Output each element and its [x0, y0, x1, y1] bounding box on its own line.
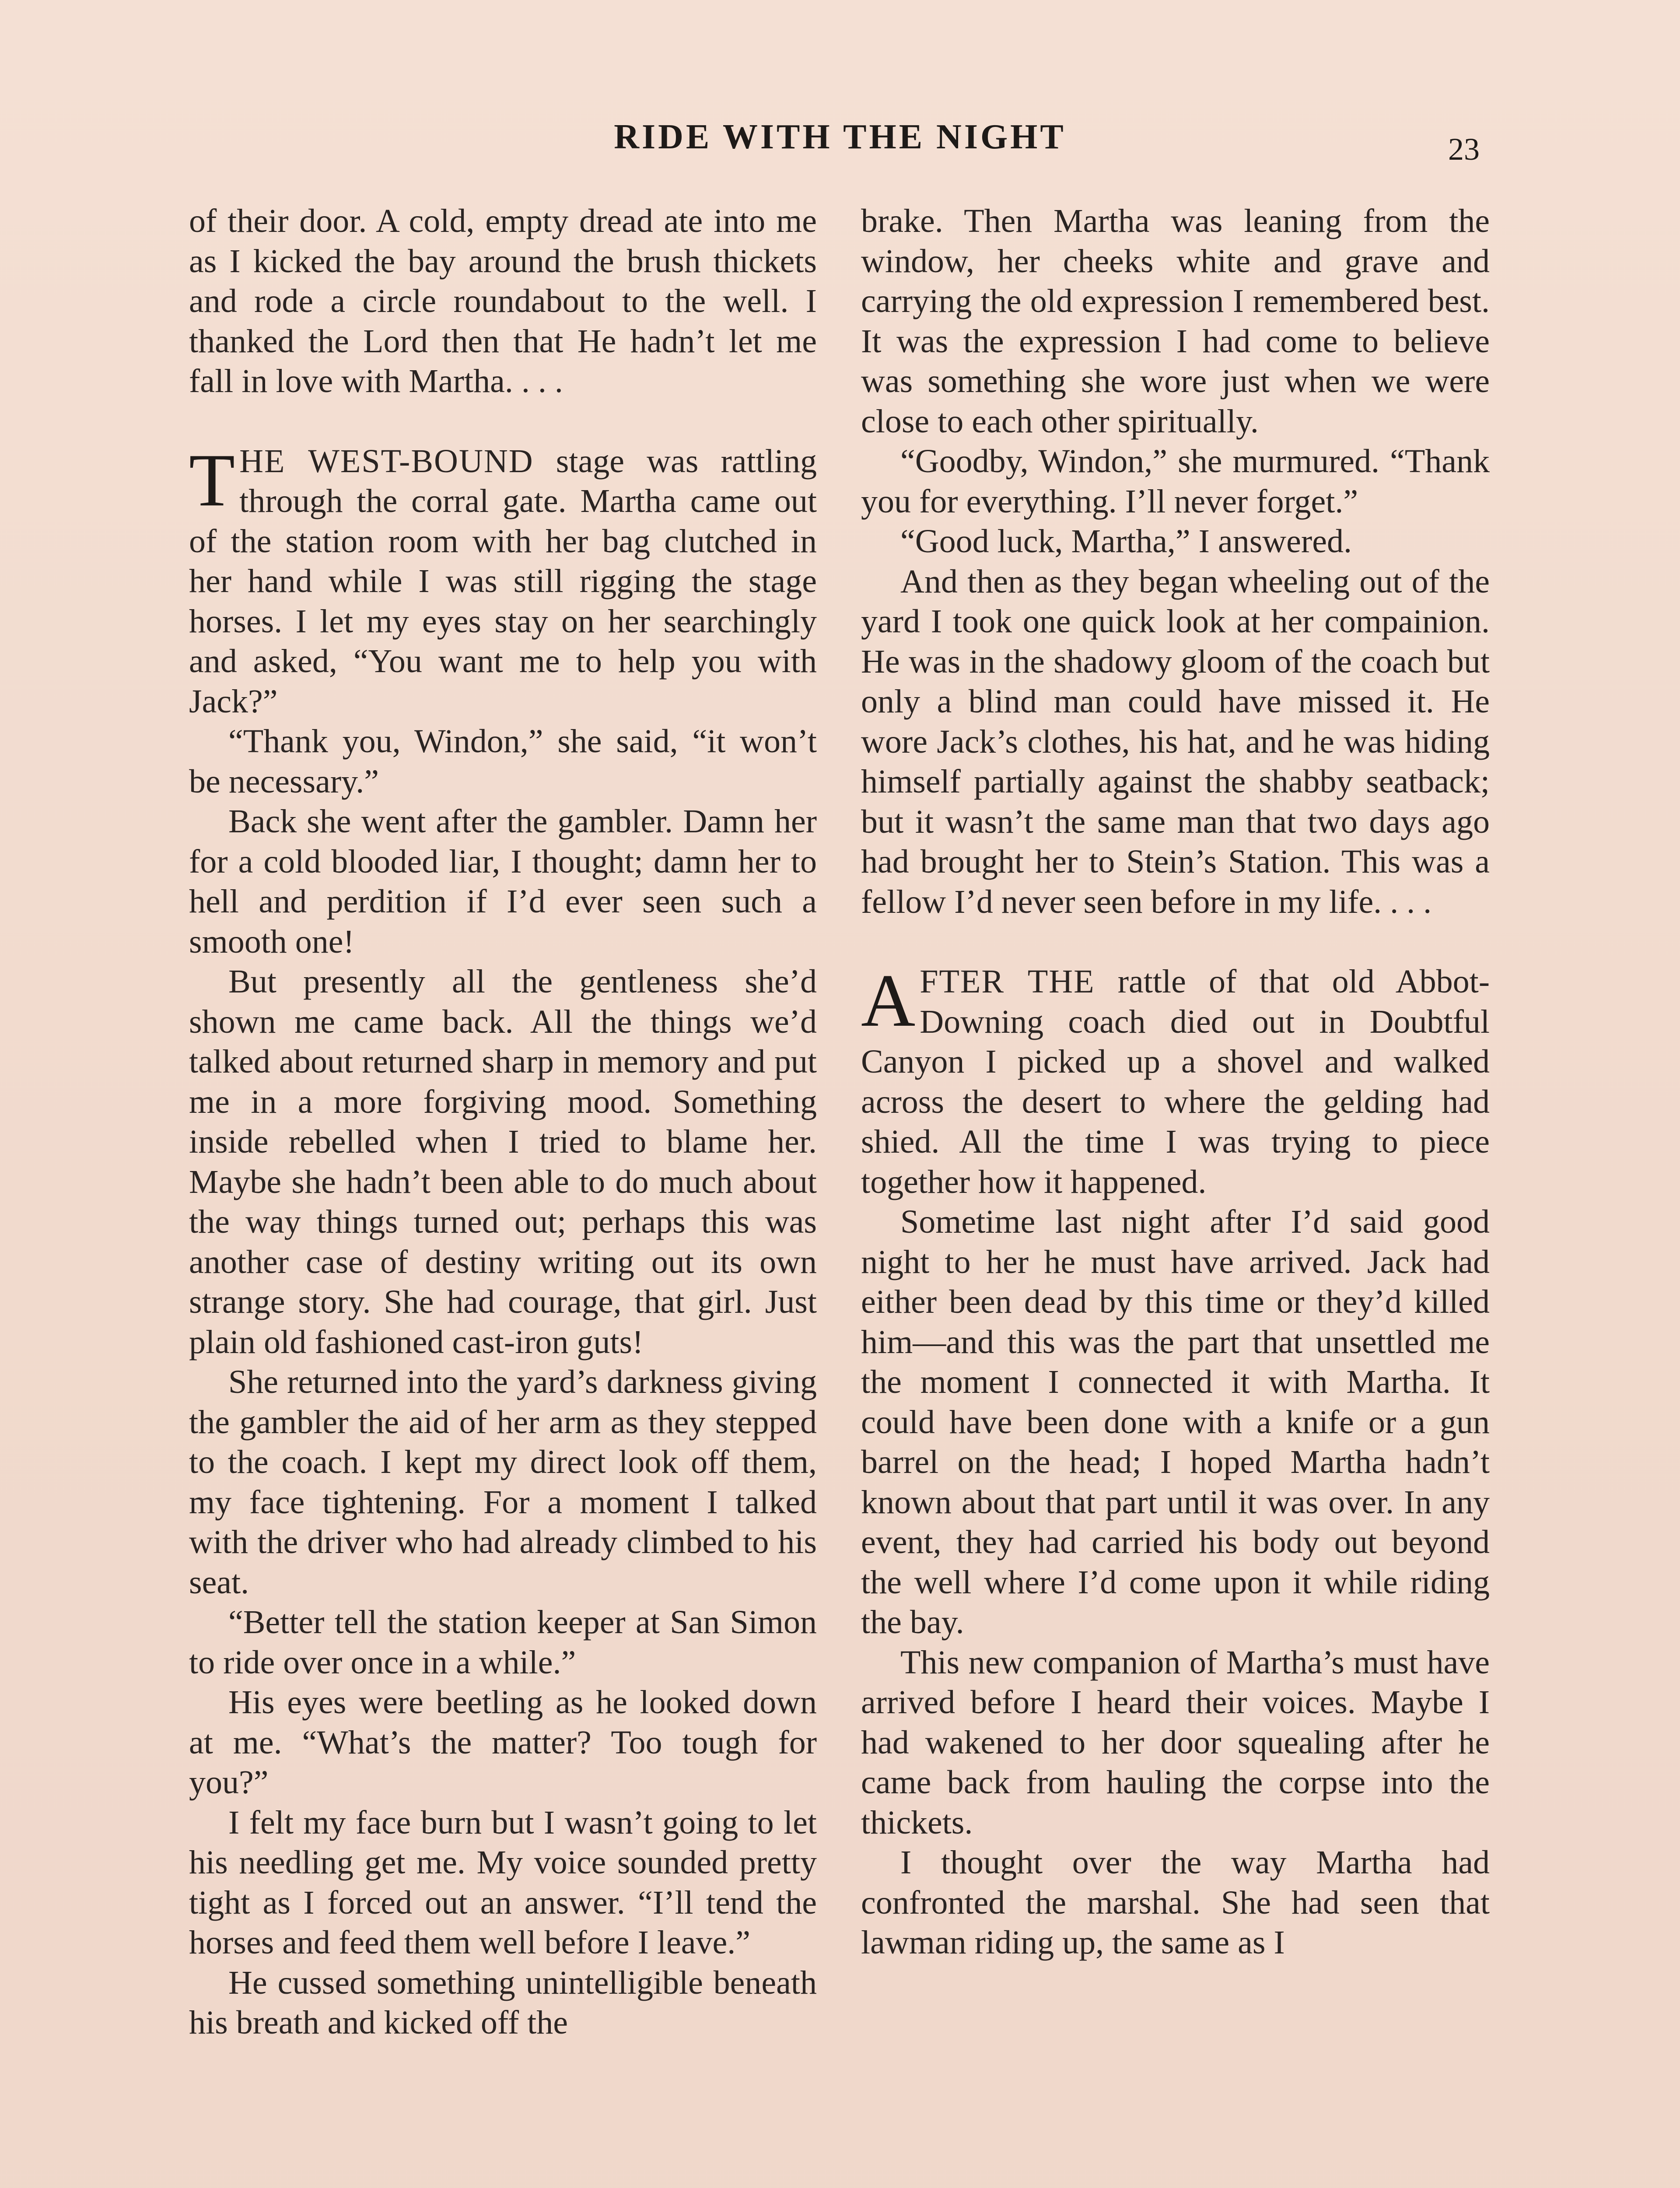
- drop-cap: A: [861, 959, 916, 1042]
- small-caps-lead: HE WEST-BOUND: [239, 442, 534, 480]
- paragraph-text: stage was rattling through the corral gate. Martha came out of the station room with her bag clutched in her hand while I was still rigging the stage horses. I let my eyes stay on her searchingly and asked, “You want me to help you with Jack?”: [189, 442, 817, 720]
- paragraph: I thought over the way Martha had confronted the marshal. She had seen that lawman riding up, the same as I: [861, 1844, 1490, 1961]
- page-number: 23: [1448, 132, 1480, 167]
- left-column: [189, 201, 817, 2043]
- paragraph: Sometime last night after I’d said good night to her he must have arrived. Jack had either been dead by this time or they’d killed him—and this was the part that unsettled me the moment I connected it with Martha. It could have been done with a knife or a gun barrel on the head; I hoped Martha hadn’t known about that part until it was over. In any event, they had carried his body out beyond the well where I’d come upon it while riding the bay.: [861, 1203, 1490, 1641]
- small-caps-lead: FTER THE: [920, 963, 1095, 1000]
- paragraph-text: rattle of that old Abbot-Downing coach died out in Doubtful Canyon I picked up a shovel and walked across the desert to where the gelding had shied. All the time I was trying to piece together how it happened.: [861, 963, 1490, 1200]
- paragraph: She returned into the yard’s darkness giving the gambler the aid of her arm as they stepped to the coach. I kept my direct look off them, my face tightening. For a moment I talked with the driver who had already climbed to his seat.: [189, 1364, 817, 1601]
- paragraph: “Better tell the station keeper at San Simon to ride over once in a while.”: [189, 1604, 817, 1681]
- section-opening-paragraph: [189, 438, 817, 722]
- paragraph: “Goodby, Windon,” she murmured. “Thank you for everything. I’ll never forget.”: [861, 443, 1490, 520]
- drop-cap: T: [189, 438, 235, 522]
- paragraph: brake. Then Martha was leaning from the window, her cheeks white and grave and carrying the old expression I remembered best. It was the expression I had come to believe was something she wore just when we were close to each other spiritually.: [861, 203, 1490, 440]
- paragraph: of their door. A cold, empty dread ate into me as I kicked the bay around the brush thickets and rode a circle roundabout to the well. I thanked the Lord then that He hadn’t let me fall in love with Martha. . . .: [189, 203, 817, 400]
- paragraph: He cussed something unintelligible beneath his breath and kicked off the: [189, 1964, 817, 2041]
- paragraph: But presently all the gentleness she’d shown me came back. All the things we’d talked about returned sharp in memory and put me in a more forgiving mood. Something inside rebelled when I tried to blame her. Maybe she hadn’t been able to do much about the way things turned out; perhaps this was another case of destiny writing out its own strange story. She had courage, that girl. Just plain old fashioned cast-iron guts!: [189, 963, 817, 1360]
- paragraph: “Thank you, Windon,” she said, “it won’t be necessary.”: [189, 723, 817, 800]
- paragraph: “Good luck, Martha,” I answered.: [900, 523, 1352, 560]
- paragraph: And then as they began wheeling out of the yard I took one quick look at her compainion. He was in the shadowy gloom of the coach but only a blind man could have missed it. He wore Jack’s clothes, his hat, and he was hiding himself partially against the shabby seatback; but it wasn’t the same man that two days ago had brought her to Stein’s Station. This was a fellow I’d never seen before in my life. . . .: [861, 563, 1490, 920]
- paragraph: Back she went after the gambler. Damn her for a cold blooded liar, I thought; damn her to hell and perdition if I’d ever seen such a smooth one!: [189, 803, 817, 960]
- section-opening-paragraph: [861, 959, 1490, 1202]
- paragraph: His eyes were beetling as he looked down at me. “What’s the matter? Too tough for you?”: [189, 1684, 817, 1801]
- paragraph: I felt my face burn but I wasn’t going to let his needling get me. My voice sounded pretty tight as I forced out an answer. “I’ll tend the horses and feed them well before I leave.”: [189, 1804, 817, 1961]
- right-column: [861, 201, 1490, 1963]
- paragraph: This new companion of Martha’s must have arrived before I heard their voices. Maybe I had wakened to her door squealing after he came back from hauling the corpse into the thickets.: [861, 1644, 1490, 1841]
- running-title: RIDE WITH THE NIGHT: [614, 118, 1066, 156]
